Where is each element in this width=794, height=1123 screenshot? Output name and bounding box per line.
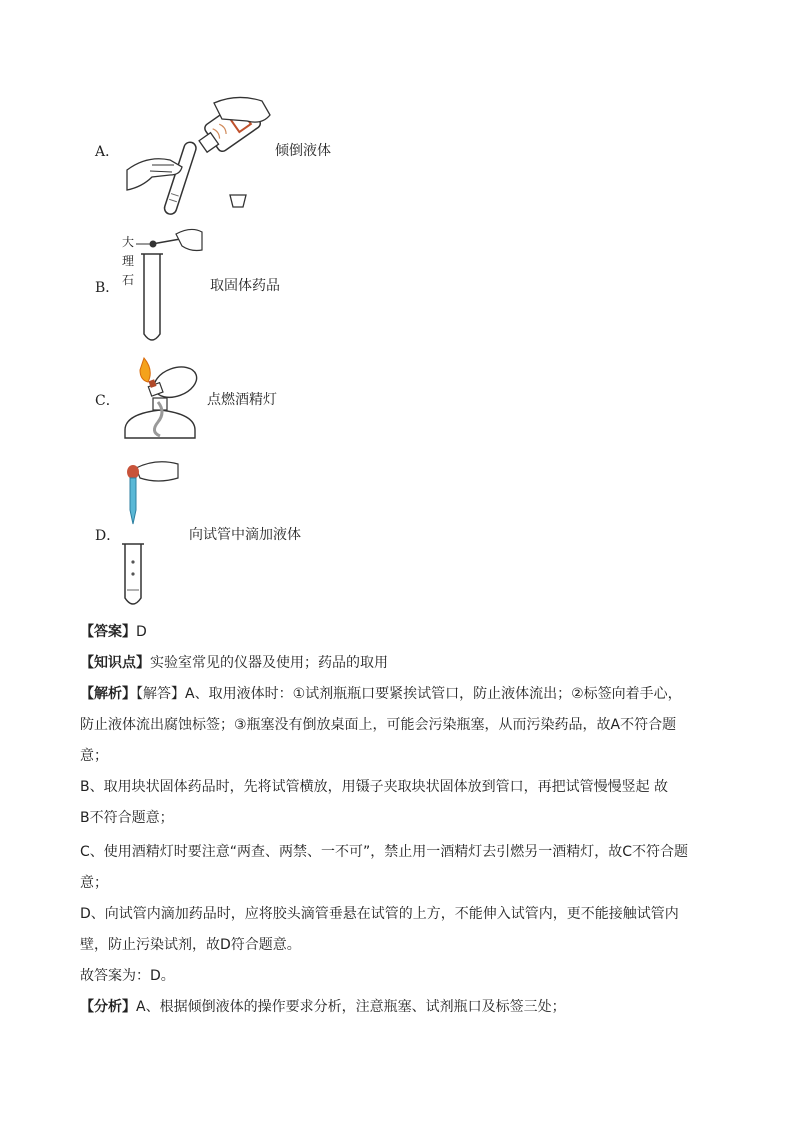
option-b-label: 取固体药品 bbox=[210, 278, 280, 294]
analysis-tag: 【解析】 bbox=[80, 686, 136, 702]
answer-tag: 【答案】 bbox=[80, 624, 136, 640]
fenxi-tag: 【分析】 bbox=[80, 999, 136, 1015]
alcohol-lamp-figure bbox=[120, 352, 205, 447]
marble-label-3: 石 bbox=[122, 273, 135, 287]
option-b-letter: B． bbox=[95, 280, 120, 296]
answer-line bbox=[80, 622, 720, 642]
take-solid-figure bbox=[136, 226, 206, 346]
knowledge-text: 实验室常见的仪器及使用；药品的取用 bbox=[150, 655, 388, 671]
option-c-label: 点燃酒精灯 bbox=[207, 392, 277, 408]
marble-label-2: 理 bbox=[122, 254, 135, 268]
analysis-line-2: 意； bbox=[80, 748, 108, 764]
analysis-line-6: 意； bbox=[80, 875, 108, 891]
analysis-line-9: 故答案为：D。 bbox=[80, 968, 175, 984]
dropper-figure bbox=[118, 458, 183, 608]
knowledge-tag: 【知识点】 bbox=[80, 655, 150, 671]
fenxi-text: A、根据倾倒液体的操作要求分析，注意瓶塞、试剂瓶口及标签三处； bbox=[136, 999, 566, 1015]
answer-text: D bbox=[136, 624, 147, 640]
option-d-letter: D． bbox=[95, 528, 121, 544]
analysis-line-0 bbox=[80, 684, 720, 704]
option-d-label: 向试管中滴加液体 bbox=[189, 527, 301, 543]
option-a-label: 倾倒液体 bbox=[275, 143, 331, 159]
analysis-subtag: 【解答】 bbox=[136, 686, 185, 702]
pour-liquid-figure bbox=[122, 95, 272, 220]
fenxi-line bbox=[80, 997, 720, 1017]
option-c-letter: C． bbox=[95, 393, 120, 409]
analysis-line-4: B不符合题意； bbox=[80, 810, 174, 826]
analysis-line-8: 壁，防止污染试剂，故D符合题意。 bbox=[80, 937, 301, 953]
analysis-line-1: 防止液体流出腐蚀标签；③瓶塞没有倒放桌面上，可能会污染瓶塞，从而污染药品，故A不符合题 bbox=[80, 717, 677, 733]
analysis-line-5: C、使用酒精灯时要注意“两查、两禁、一不可”，禁止用一酒精灯去引燃另一酒精灯，故C不符合题 bbox=[80, 844, 689, 860]
analysis-line-3: B、取用块状固体药品时，先将试管横放，用镊子夹取块状固体放到管口，再把试管慢慢竖起 故 bbox=[80, 779, 669, 795]
analysis-text-0: A、取用液体时：①试剂瓶瓶口要紧挨试管口，防止液体流出；②标签向着手心， bbox=[185, 686, 682, 702]
knowledge-line bbox=[80, 653, 720, 673]
marble-label-1: 大 bbox=[122, 235, 135, 249]
analysis-line-7: D、向试管内滴加药品时，应将胶头滴管垂悬在试管的上方，不能伸入试管内，更不能接触试管内 bbox=[80, 906, 679, 922]
option-a-letter: A． bbox=[95, 144, 120, 160]
